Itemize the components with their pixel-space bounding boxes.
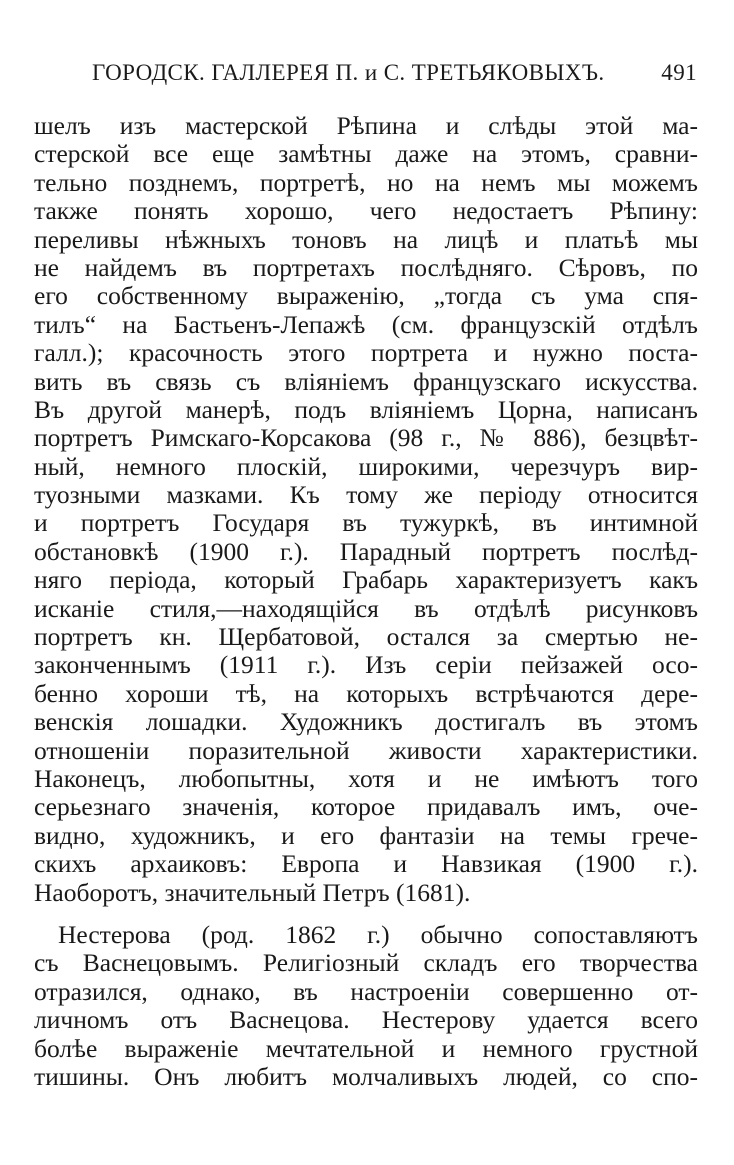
text-line: бенно хороши тѣ, на которыхъ встрѣчаются дере-: [34, 679, 698, 708]
text-line: портретъ кн. Щербатовой, остался за смертью не-: [34, 623, 698, 652]
body-text: [34, 112, 698, 1091]
text-line: переливы нѣжныхъ тоновъ на лицѣ и платьѣ мы: [34, 225, 698, 254]
text-line: венскія лошадки. Художникъ достигалъ въ этомъ: [34, 708, 698, 737]
text-line: туозными мазками. Къ тому же періоду относится: [34, 481, 698, 510]
text-line: няго періода, который Грабарь характеризуетъ какъ: [34, 566, 698, 595]
text-line: тилъ“ на Бастьенъ-Лепажѣ (см. французскій отдѣлъ: [34, 310, 698, 339]
text-line: обстановкѣ (1900 г.). Парадный портретъ послѣд-: [34, 537, 698, 566]
text-line: отношеніи поразительной живости характеристики.: [34, 736, 698, 765]
text-line: и портретъ Государя въ тужуркѣ, въ интимной: [34, 509, 698, 538]
text-line: Нестерова (род. 1862 г.) обычно сопоставляютъ: [58, 920, 698, 949]
page-number: 491: [661, 60, 697, 85]
text-line: тишины. Онъ любитъ молчаливыхъ людей, со спо-: [34, 1062, 698, 1091]
text-line: тельно позднемъ, портретѣ, но на немъ мы можемъ: [34, 168, 698, 197]
text-line: отразился, однако, въ настроеніи совершенно от-: [34, 977, 698, 1006]
text-line: не найдемъ въ портретахъ послѣдняго. Сѣровъ, по: [34, 253, 698, 282]
text-line: законченнымъ (1911 г.). Изъ серіи пейзажей осо-: [34, 651, 698, 680]
text-line: его собственному выраженію, „тогда съ ума спя-: [34, 282, 698, 311]
text-line: съ Васнецовымъ. Религіозный складъ его творчества: [34, 949, 698, 978]
text-line: исканіе стиля,—находящійся въ отдѣлѣ рисунковъ: [34, 594, 698, 623]
text-line: серьезнаго значенія, которое придавалъ имъ, оче-: [34, 793, 698, 822]
text-line: галл.); красочность этого портрета и нужно поста-: [34, 339, 698, 368]
text-line: болѣе выраженіе мечтательной и немного грустной: [34, 1034, 698, 1063]
text-line: личномъ отъ Васнецова. Нестерову удается всего: [34, 1006, 698, 1035]
text-line: вить въ связь съ вліяніемъ французскаго искусства.: [34, 367, 698, 396]
paragraph: [34, 921, 698, 1091]
paragraph-gap: [34, 907, 698, 921]
paragraph: [34, 112, 698, 907]
text-line: скихъ архаиковъ: Европа и Навзикая (1900 г.).: [34, 850, 698, 879]
text-line: Въ другой манерѣ, подъ вліяніемъ Цорна, написанъ: [34, 395, 698, 424]
text-line: Наконецъ, любопытны, хотя и не имѣютъ того: [34, 764, 698, 793]
text-line: также понять хорошо, чего недостаетъ Рѣпину:: [34, 197, 698, 226]
text-line: шелъ изъ мастерской Рѣпина и слѣды этой ма-: [34, 112, 698, 140]
text-line: портретъ Римскаго-Корсакова (98 г., № 886), безцвѣт-: [34, 424, 698, 453]
text-line: стерской все еще замѣтны даже на этомъ, сравни-: [34, 140, 698, 169]
running-title: ГОРОДСК. ГАЛЛЕРЕЯ П. и С. ТРЕТЬЯКОВЫХЪ.: [92, 60, 605, 85]
text-line: ный, немного плоскій, широкими, черезчуръ вир-: [34, 452, 698, 481]
text-line: видно, художникъ, и его фантазіи на темы грече-: [34, 821, 698, 850]
running-header: [92, 60, 697, 90]
text-line: Наоборотъ, значительный Петръ (1681).: [34, 878, 471, 907]
